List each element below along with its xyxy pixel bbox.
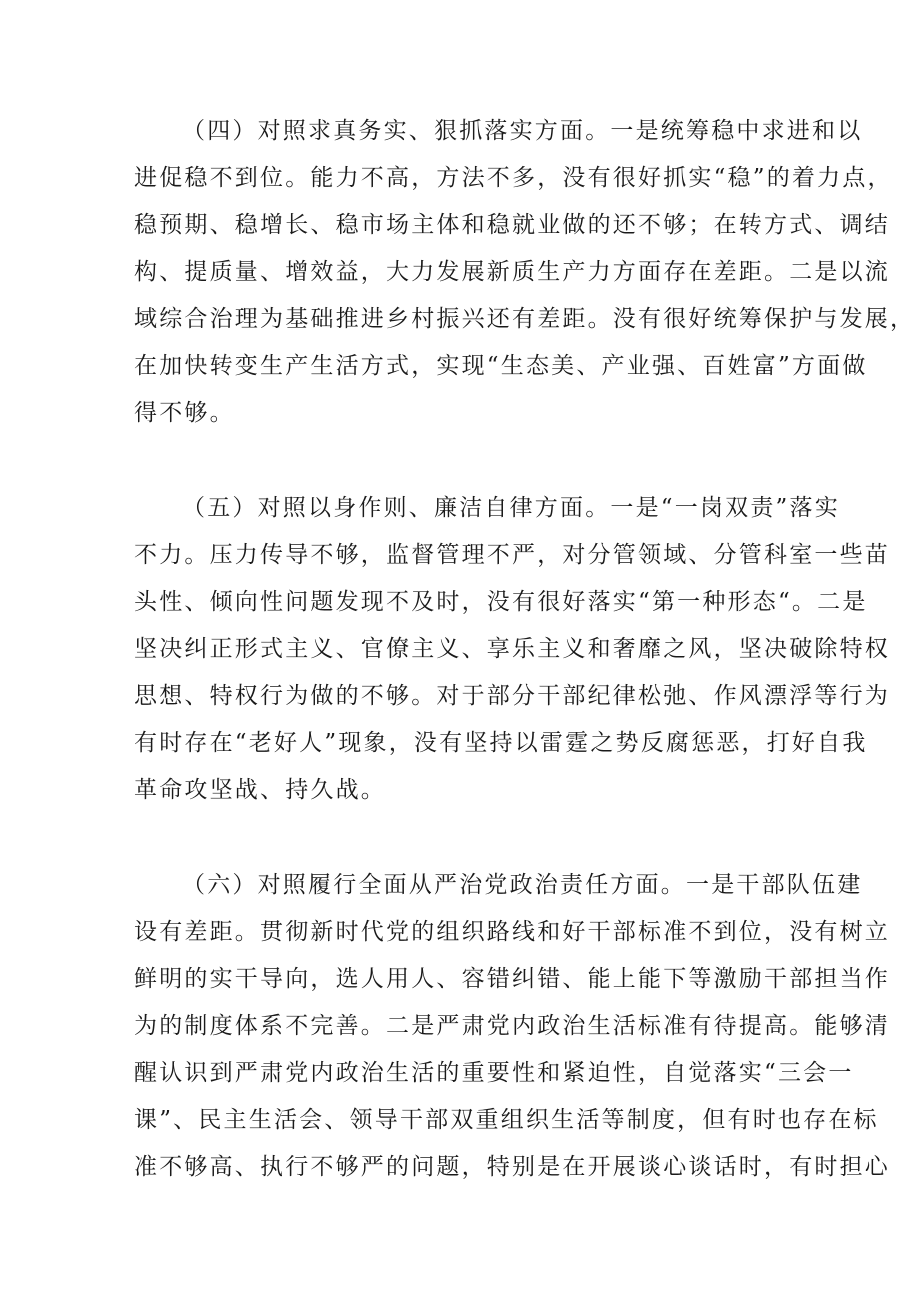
text-line: 得不够。 [134,400,235,426]
text-line: 设有差距。贯彻新时代党的组织路线和好干部标准不到位，没有树立 [134,919,890,945]
text-line: 进促稳不到位。能力不高，方法不多，没有很好抓实“稳”的着力点， [134,165,893,191]
paragraph-section-five [134,485,890,814]
text-line: 域综合治理为基础推进乡村振兴还有差距。没有很好统筹保护与发展， [134,306,916,332]
text-line: 思想、特权行为做的不够。对于部分干部纪律松弛、作风漂浮等行为 [134,683,890,709]
text-line: 准不够高、执行不够严的问题，特别是在开展谈心谈话时，有时担心 [134,1154,890,1180]
paragraph-section-four [134,108,916,437]
text-line: 课”、民主生活会、领导干部双重组织生活等制度，但有时也存在标 [134,1107,879,1133]
text-line: 头性、倾向性问题发现不及时，没有很好落实“第一种形态“。二是 [134,589,868,615]
text-line: 稳预期、稳增长、稳市场主体和稳就业做的还不够；在转方式、调结 [134,212,890,238]
text-line: 不力。压力传导不够，监督管理不严，对分管领域、分管科室一些苗 [134,542,890,568]
text-line: 醒认识到严肃党内政治生活的重要性和紧迫性，自觉落实“三会一 [134,1060,854,1086]
document-body [134,108,916,1239]
text-line: 鲜明的实干导向，选人用人、容错纠错、能上能下等激励干部担当作 [134,966,890,992]
text-line: （六）对照履行全面从严治党政治责任方面。一是干部队伍建 [182,872,863,898]
text-line: （四）对照求真务实、狠抓落实方面。一是统筹稳中求进和以 [182,118,863,144]
text-line: 在加快转变生产生活方式，实现“生态美、产业强、百姓富”方面做 [134,353,868,379]
paragraph-section-six [134,862,890,1191]
text-line: 为的制度体系不完善。二是严肃党内政治生活标准有待提高。能够清 [134,1013,890,1039]
text-line: 坚决纠正形式主义、官僚主义、享乐主义和奢靡之风，坚决破除特权 [134,636,890,662]
text-line: （五）对照以身作则、廉洁自律方面。一是“一岗双责”落实 [182,495,840,521]
text-line: 构、提质量、增效益，大力发展新质生产力方面存在差距。二是以流 [134,259,890,285]
text-line: 革命攻坚战、持久战。 [134,777,386,803]
text-line: 有时存在“老好人”现象，没有坚持以雷霆之势反腐惩恶，打好自我 [134,730,868,756]
